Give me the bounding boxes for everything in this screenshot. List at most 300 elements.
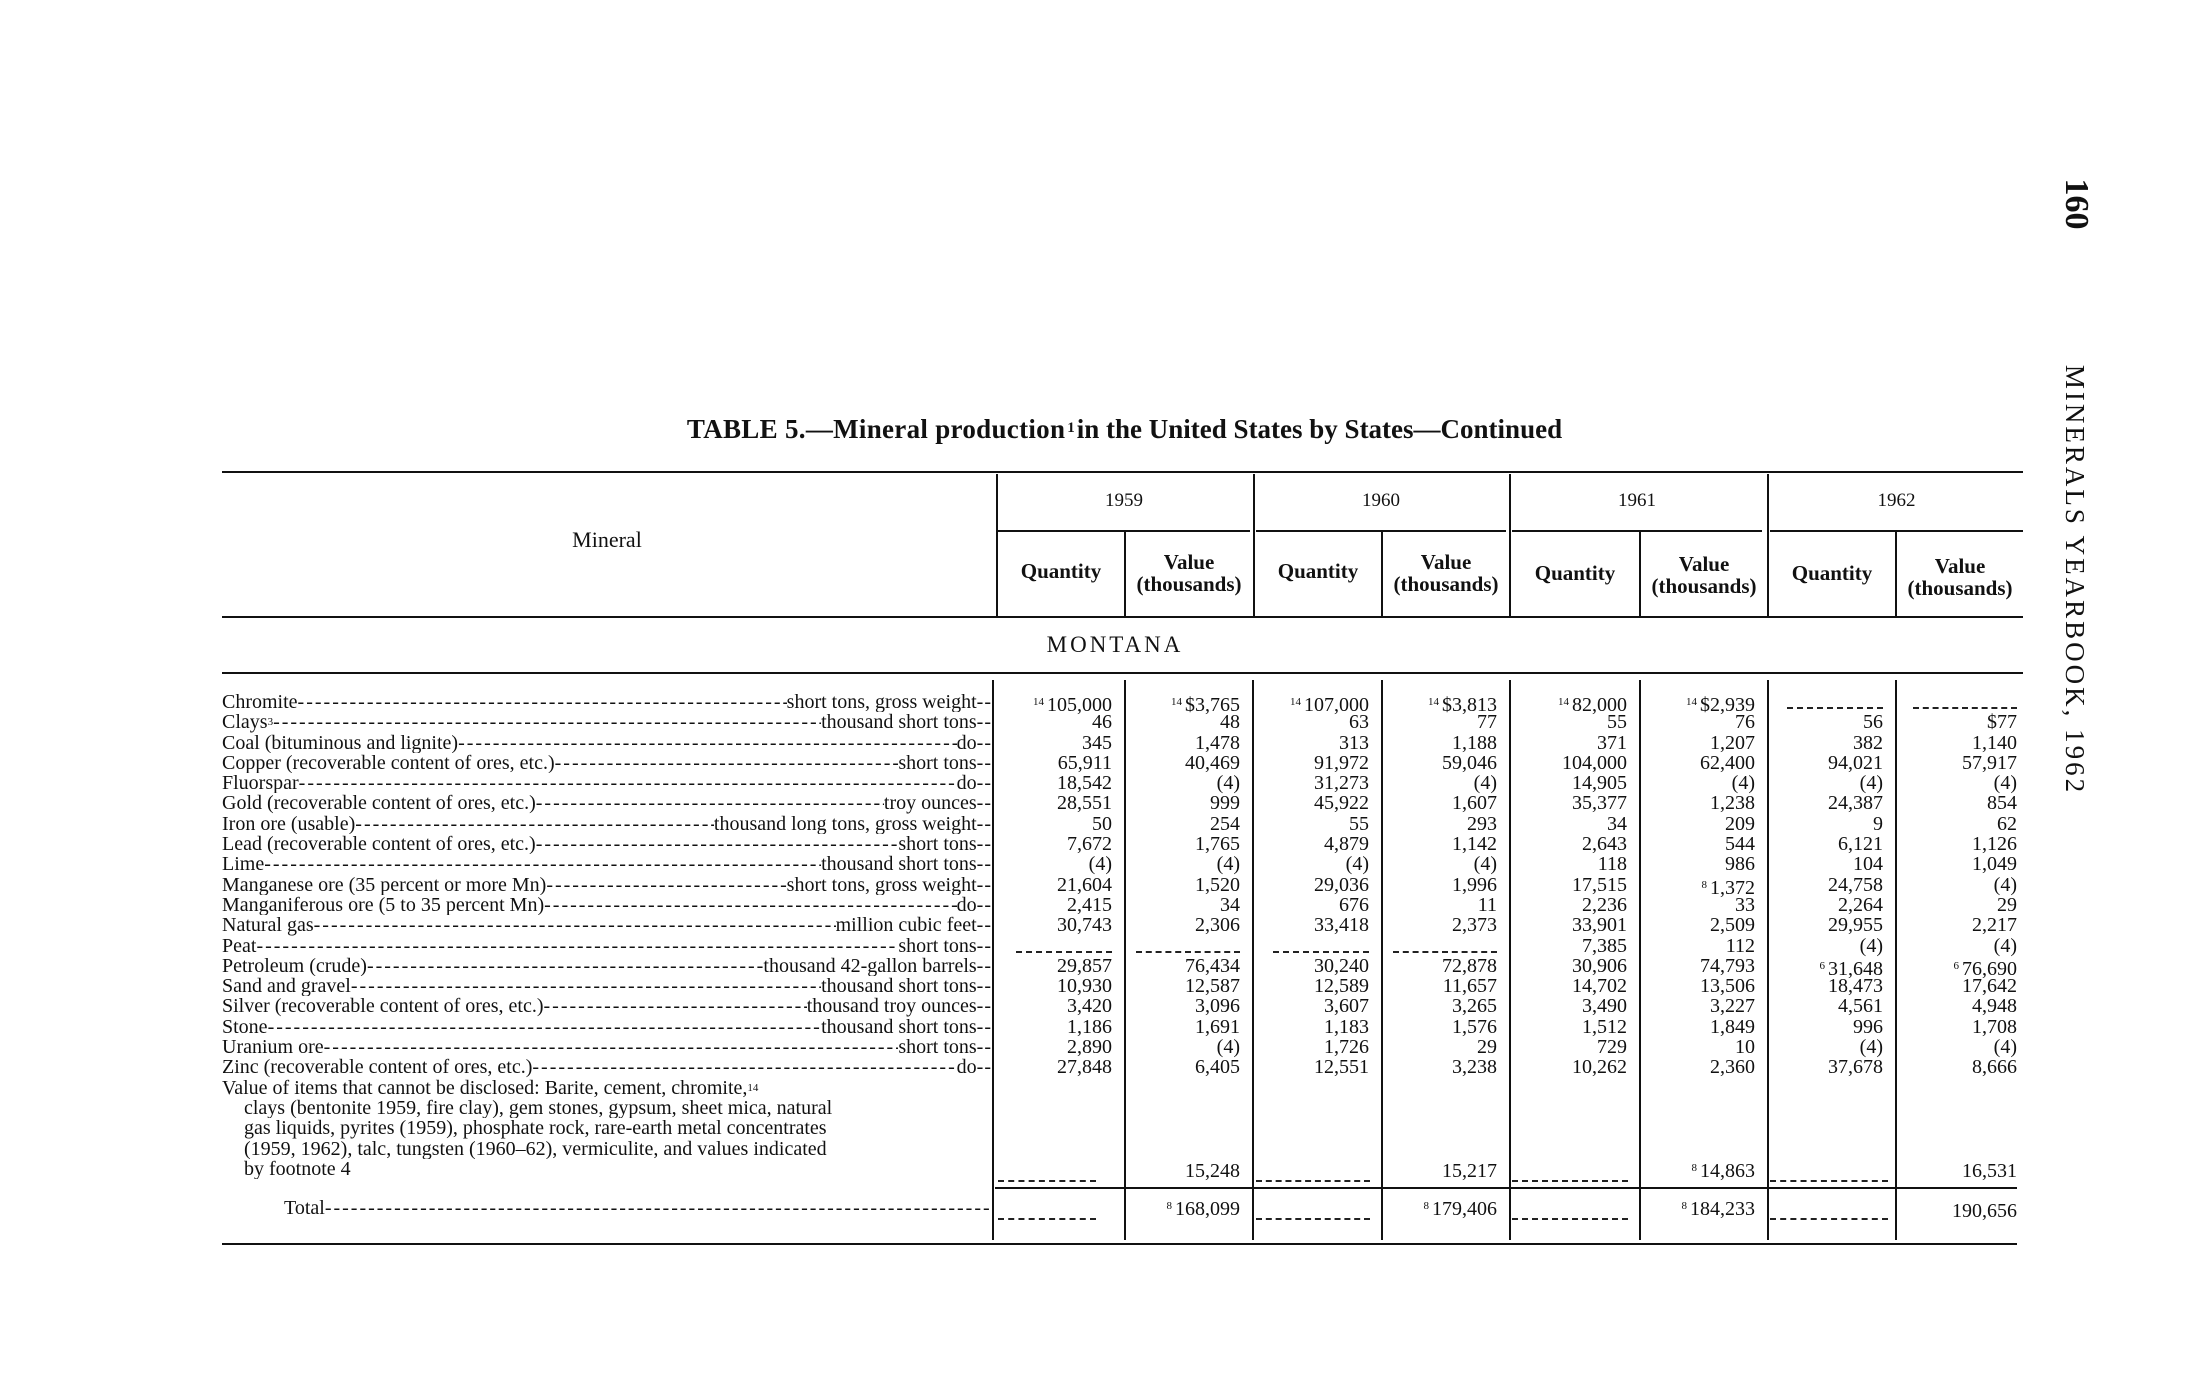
leader-dots	[544, 996, 807, 1016]
table-cell	[1513, 875, 1627, 895]
cell-value: (4)	[1859, 772, 1883, 795]
total-top-rule	[995, 1187, 2017, 1189]
year-header-1962: 1962	[1877, 490, 1916, 511]
cell-value: 37,678	[1828, 1056, 1883, 1079]
mineral-name: Peat	[222, 935, 257, 956]
table-cell	[1000, 936, 1112, 956]
cell-value: 12,551	[1314, 1056, 1369, 1079]
cell-value: (4)	[1859, 934, 1883, 957]
leader-dots	[351, 976, 821, 996]
leader-end: --	[976, 1016, 992, 1038]
body-divider-5	[1509, 680, 1511, 1240]
table-cell	[1000, 915, 1112, 935]
table-cell	[1513, 936, 1627, 956]
table-cell	[1771, 814, 1883, 834]
cell-value: 1,049	[1972, 853, 2017, 876]
cell-value: 30,240	[1314, 954, 1369, 977]
table-cell	[1385, 733, 1497, 753]
table-top-rule	[222, 471, 2023, 473]
table-cell	[1257, 976, 1369, 996]
col-1960-value	[1385, 692, 1497, 1078]
cell-value: 544	[1725, 833, 1755, 856]
row-label	[222, 976, 992, 996]
footnote-ref: 14	[1558, 696, 1569, 708]
year-header-1960: 1960	[1362, 490, 1400, 511]
note-text: (1959, 1962), talc, tungsten (1960–62), vermiculite, and values indicated	[244, 1138, 827, 1159]
total-row-label	[222, 1197, 992, 1220]
leader-dots	[314, 915, 836, 935]
unit: short tons	[898, 935, 977, 956]
cell-value: 209	[1725, 812, 1755, 835]
quantity-header-1961: Quantity	[1534, 561, 1616, 585]
cell-value: 29,857	[1057, 954, 1112, 977]
table-bottom-rule	[222, 1243, 2017, 1245]
table-cell	[1513, 956, 1627, 976]
row-label	[222, 915, 992, 935]
cell-value: (4)	[1993, 1036, 2017, 1059]
cell-value: 1,140	[1972, 731, 2017, 754]
cell-value: 94,021	[1828, 751, 1883, 774]
footnote-ref: 8	[1701, 878, 1707, 891]
unit: short tons, gross weight	[786, 692, 977, 713]
leader-end: --	[976, 813, 992, 835]
cell-value: 11,657	[1442, 975, 1497, 998]
cell-value: 1,996	[1452, 873, 1497, 896]
footnote-ref: 14	[1171, 696, 1182, 708]
table-cell	[1513, 814, 1627, 834]
cell-value: 63	[1349, 711, 1369, 734]
table-cell	[1128, 793, 1240, 813]
cell-value: 1,186	[1067, 1015, 1112, 1038]
table-cell	[1385, 814, 1497, 834]
table-cell	[1899, 773, 2017, 793]
cell-value: 18,542	[1057, 772, 1112, 795]
table-cell	[1000, 773, 1112, 793]
cell-value: 46	[1092, 711, 1112, 734]
value-header-1959	[1126, 551, 1252, 595]
dash-fill	[1787, 697, 1883, 709]
table-cell	[1257, 1057, 1369, 1077]
leader-dots	[367, 956, 763, 976]
leader-dots	[273, 712, 821, 732]
cell-value: 676	[1339, 893, 1369, 916]
footnote-ref: 14	[1428, 696, 1439, 708]
cell-value: 1,576	[1452, 1015, 1497, 1038]
table-title	[0, 414, 2209, 445]
cell-value: 2,415	[1067, 893, 1112, 916]
cell-value: (4)	[1216, 853, 1240, 876]
cell-value: 999	[1210, 792, 1240, 815]
table-cell	[1643, 834, 1755, 854]
table-cell	[1385, 773, 1497, 793]
table-cell	[1513, 895, 1627, 915]
cell-value: 2,890	[1067, 1036, 1112, 1059]
cell-value: (4)	[1088, 853, 1112, 876]
cell-value: 9	[1873, 812, 1883, 835]
table-cell	[1385, 915, 1497, 935]
cell-value: 2,509	[1710, 914, 1755, 937]
footnote-ref: 14	[1033, 696, 1044, 708]
cell-value: 33	[1735, 893, 1755, 916]
table-cell	[1899, 1057, 2017, 1077]
table-cell	[1771, 712, 1883, 732]
cell-value: 104	[1853, 853, 1883, 876]
cell-value: 4,948	[1972, 995, 2017, 1018]
leader-dots	[546, 875, 786, 895]
table-cell	[1000, 834, 1112, 854]
table-cell	[1128, 1037, 1240, 1057]
cell-value: 13,506	[1700, 975, 1755, 998]
table-cell	[1771, 773, 1883, 793]
unit: short tons	[898, 834, 977, 855]
table-cell	[1000, 793, 1112, 813]
cell-value: 62	[1997, 812, 2017, 835]
footnote-ref: 14	[1686, 696, 1697, 708]
table-cell	[1771, 996, 1883, 1016]
cell-value: 24,758	[1828, 873, 1883, 896]
value-header-line1: Value	[1678, 552, 1730, 576]
footnote-ref: 14	[1290, 696, 1301, 708]
note-line	[222, 1159, 992, 1179]
leader-dots	[325, 1197, 992, 1220]
cell-value: 1,607	[1452, 792, 1497, 815]
table-cell	[1385, 1057, 1497, 1077]
table-cell	[1899, 936, 2017, 956]
table-cell	[1385, 956, 1497, 976]
cell-value: 3,096	[1195, 995, 1240, 1018]
section-heading: MONTANA	[1046, 632, 1184, 657]
cell-value: 40,469	[1185, 751, 1240, 774]
table-cell	[1128, 1017, 1240, 1037]
total-dash-1959	[998, 1218, 1096, 1222]
cell-value: 1,708	[1972, 1015, 2017, 1038]
table-cell	[1128, 814, 1240, 834]
table-title-main: TABLE 5.—Mineral production	[686, 414, 1066, 444]
table-cell	[1771, 915, 1883, 935]
table-cell	[1128, 875, 1240, 895]
cell-value: 10,930	[1057, 975, 1112, 998]
cell-value: 45,922	[1314, 792, 1369, 815]
table-cell	[1385, 875, 1497, 895]
cell-value: 56	[1863, 711, 1883, 734]
unit: short tons	[898, 1037, 977, 1058]
dash-fill	[1273, 941, 1369, 953]
mineral-name: Uranium ore	[222, 1037, 324, 1058]
table-cell	[1128, 895, 1240, 915]
cell-value: 77	[1477, 711, 1497, 734]
table-cell	[1000, 996, 1112, 1016]
unit: thousand 42-gallon barrels	[763, 955, 977, 977]
cell-value: 31,273	[1314, 772, 1369, 795]
table-cell	[1257, 996, 1369, 1016]
undisclosed-value-1962: 16,531	[1962, 1160, 2017, 1182]
table-cell	[1643, 793, 1755, 813]
table-cell	[1385, 712, 1497, 732]
table-cell	[1643, 1057, 1755, 1077]
leader-dots	[532, 1057, 956, 1077]
table-cell	[1771, 1017, 1883, 1037]
table-title-footnote: 1	[1067, 420, 1075, 436]
table-cell	[1771, 1057, 1883, 1077]
cell-value: 1,142	[1452, 833, 1497, 856]
cell-value: 1,478	[1195, 731, 1240, 754]
col-1961-quantity	[1513, 692, 1627, 1078]
col-1961-value	[1643, 692, 1755, 1078]
row-label	[222, 773, 992, 793]
table-cell	[1257, 834, 1369, 854]
mineral-name: Manganese ore (35 percent or more Mn)	[222, 874, 547, 895]
table-cell	[1385, 692, 1497, 716]
value-header-line2: (thousands)	[1651, 574, 1757, 599]
table-cell	[1128, 692, 1240, 716]
table-cell	[1513, 834, 1627, 854]
cell-value: 33,901	[1572, 914, 1627, 937]
table-cell	[1257, 1017, 1369, 1037]
leader-dots	[458, 733, 957, 753]
table-cell	[1643, 753, 1755, 773]
leader-end: --	[976, 834, 992, 855]
leader-end: --	[976, 1057, 992, 1078]
leader-end: --	[976, 955, 992, 977]
cell-value: $2,939	[1700, 694, 1755, 716]
cell-value: $3,765	[1185, 694, 1240, 716]
cell-value: 35,377	[1572, 792, 1627, 815]
table-cell	[1513, 996, 1627, 1016]
leader-end: --	[976, 732, 992, 753]
footnote-ref: 14	[747, 1081, 759, 1094]
total-dash-1961	[1512, 1218, 1628, 1222]
table-cell	[1899, 733, 2017, 753]
footnote-ref: 3	[267, 716, 274, 729]
cell-value: 14,905	[1572, 772, 1627, 795]
unit: thousand short tons	[821, 712, 977, 733]
cell-value: 55	[1349, 812, 1369, 835]
cell-value: 2,217	[1972, 914, 2017, 937]
cell-value: 24,387	[1828, 792, 1883, 815]
unit: thousand troy ounces	[806, 996, 977, 1017]
cell-value: 12,589	[1314, 975, 1369, 998]
leader-end: --	[976, 854, 992, 875]
cell-value: (4)	[1216, 1036, 1240, 1059]
body-divider-1	[992, 680, 994, 1240]
note-text: gas liquids, pyrites (1959), phosphate rock, rare-earth metal concentrates	[244, 1118, 827, 1139]
leader-dots	[536, 834, 899, 854]
cell-value: $3,813	[1442, 694, 1497, 716]
table-cell	[1771, 936, 1883, 956]
header-divider-1962	[1767, 474, 1769, 616]
table-cell	[1128, 854, 1240, 874]
table-cell	[1643, 915, 1755, 935]
year-header-1959: 1959	[1105, 490, 1143, 511]
table-cell	[1385, 834, 1497, 854]
dash-fill	[1136, 941, 1240, 953]
quantity-header-1962: Quantity	[1791, 561, 1873, 585]
section-rule	[222, 672, 2023, 674]
cell-value: 854	[1987, 792, 2017, 815]
table-cell	[1771, 834, 1883, 854]
table-cell	[1128, 976, 1240, 996]
table-cell	[1771, 733, 1883, 753]
mineral-name: Coal (bituminous and lignite)	[222, 732, 459, 753]
cell-value: 1,520	[1195, 873, 1240, 896]
unit: do	[956, 1057, 977, 1078]
year-underline-1961	[1512, 530, 1762, 532]
cell-value: 2,643	[1582, 833, 1627, 856]
table-cell	[1385, 753, 1497, 773]
cell-value: 254	[1210, 812, 1240, 835]
cell-value: 10,262	[1572, 1056, 1627, 1079]
mineral-name: Manganiferous ore (5 to 35 percent Mn)	[222, 894, 545, 916]
note-line	[222, 1139, 992, 1159]
cell-value: 104,000	[1562, 751, 1627, 774]
total-value-1959: $^8$ 168,099	[1166, 1198, 1240, 1220]
body-divider-6	[1639, 680, 1641, 1240]
total-label: Total	[284, 1197, 325, 1219]
unit: do	[956, 894, 977, 916]
cell-value: 3,607	[1324, 995, 1369, 1018]
leader-dots	[355, 814, 714, 834]
unit: thousand short tons	[821, 976, 977, 997]
table-cell	[1257, 793, 1369, 813]
table-cell	[1899, 793, 2017, 813]
cell-value: 76	[1735, 711, 1755, 734]
table-cell	[1643, 936, 1755, 956]
row-label	[222, 834, 992, 854]
table-cell	[1899, 1037, 2017, 1057]
row-label	[222, 733, 992, 753]
table-cell	[1128, 956, 1240, 976]
cell-value: 29	[1477, 1036, 1497, 1059]
table-cell	[1899, 956, 2017, 980]
mineral-name: Gold (recoverable content of ores, etc.)	[222, 793, 536, 814]
cell-value: 50	[1092, 812, 1112, 835]
row-label	[222, 753, 992, 773]
table-cell	[1257, 895, 1369, 915]
cell-value: 1,183	[1324, 1015, 1369, 1038]
cell-value: 3,238	[1452, 1056, 1497, 1079]
mineral-name: Sand and gravel	[222, 976, 351, 997]
table-cell	[1643, 773, 1755, 793]
cell-value: 65,911	[1057, 751, 1112, 774]
cell-value: 55	[1607, 711, 1627, 734]
unit: million cubic feet	[835, 915, 977, 936]
leader-end: --	[976, 752, 992, 774]
table-cell	[1899, 895, 2017, 915]
table-cell	[1899, 692, 2017, 712]
header-divider-1960	[1253, 474, 1255, 616]
footnote-ref: 6	[1953, 959, 1959, 972]
table-cell	[1257, 814, 1369, 834]
leader-dots	[324, 1037, 899, 1057]
table-cell	[1899, 915, 2017, 935]
unit: thousand short tons	[821, 854, 977, 875]
table-cell	[1128, 712, 1240, 732]
cell-value: 313	[1339, 731, 1369, 754]
cell-value: 62,400	[1700, 751, 1755, 774]
cell-value: 27,848	[1057, 1056, 1112, 1079]
table-cell	[1000, 814, 1112, 834]
leader-dots	[544, 895, 957, 915]
cell-value: (4)	[1216, 772, 1240, 795]
page-number: 160	[2058, 178, 2095, 230]
undisclosed-value-1961: $^8$ 14,863	[1691, 1160, 1755, 1182]
cell-value: 4,879	[1324, 833, 1369, 856]
table-cell	[1513, 1057, 1627, 1077]
row-label	[222, 712, 992, 732]
cell-value: 1,238	[1710, 792, 1755, 815]
cell-value: 10	[1735, 1036, 1755, 1059]
row-label	[222, 1037, 992, 1057]
table-cell	[1513, 753, 1627, 773]
cell-value: (4)	[1473, 772, 1497, 795]
leader-end: --	[976, 712, 992, 733]
table-cell	[1128, 834, 1240, 854]
table-cell	[1128, 915, 1240, 935]
leader-dots	[555, 753, 899, 773]
dash-fill	[1913, 697, 2017, 709]
row-label	[222, 692, 992, 712]
table-cell	[1513, 692, 1627, 716]
row-label	[222, 1017, 992, 1037]
table-cell	[1771, 956, 1883, 980]
table-cell	[1000, 875, 1112, 895]
cell-value: 14,702	[1572, 975, 1627, 998]
table-cell	[1643, 976, 1755, 996]
row-label	[222, 814, 992, 834]
table-cell	[1513, 712, 1627, 732]
table-cell	[1513, 773, 1627, 793]
cell-value: 2,306	[1195, 914, 1240, 937]
cell-value: 2,236	[1582, 893, 1627, 916]
table-cell	[1385, 976, 1497, 996]
table-cell	[1257, 773, 1369, 793]
table-cell	[1771, 895, 1883, 915]
row-labels	[222, 692, 992, 1179]
table-cell	[1385, 895, 1497, 915]
mineral-name: Silver (recoverable content of ores, etc.)	[222, 996, 544, 1017]
cell-value: 30,906	[1572, 954, 1627, 977]
col-1959-quantity	[1000, 692, 1112, 1078]
table-cell	[1000, 956, 1112, 976]
cell-value: (4)	[1859, 1036, 1883, 1059]
leader-end: --	[976, 996, 992, 1017]
undisclosed-value-1959: 15,248	[1185, 1160, 1240, 1182]
table-cell	[1771, 875, 1883, 895]
value-header-line1: Value	[1420, 550, 1472, 574]
note-line	[222, 1098, 992, 1118]
table-cell	[1771, 692, 1883, 712]
unit: thousand short tons	[821, 1016, 977, 1038]
leader-end: --	[976, 692, 992, 713]
table-cell	[1771, 976, 1883, 996]
table-cell	[1385, 1017, 1497, 1037]
body-divider-3	[1252, 680, 1254, 1240]
table-cell	[1899, 834, 2017, 854]
table-cell	[1899, 854, 2017, 874]
cell-value: 29,036	[1314, 873, 1369, 896]
cell-value: 29,955	[1828, 914, 1883, 937]
cell-value: (4)	[1731, 772, 1755, 795]
cell-value: 1,849	[1710, 1015, 1755, 1038]
cell-value: (4)	[1993, 772, 2017, 795]
mineral-name: Clays	[222, 712, 268, 733]
undisclosed-dash-1961	[1512, 1180, 1628, 1184]
table-title-rest: in the United States by States—Continued	[1076, 414, 1563, 444]
cell-value: 2,373	[1452, 914, 1497, 937]
total-value-1960: $^8$ 179,406	[1423, 1198, 1497, 1220]
total-value-1961: $^8$ 184,233	[1681, 1198, 1755, 1220]
value-header-1962	[1897, 555, 2023, 599]
